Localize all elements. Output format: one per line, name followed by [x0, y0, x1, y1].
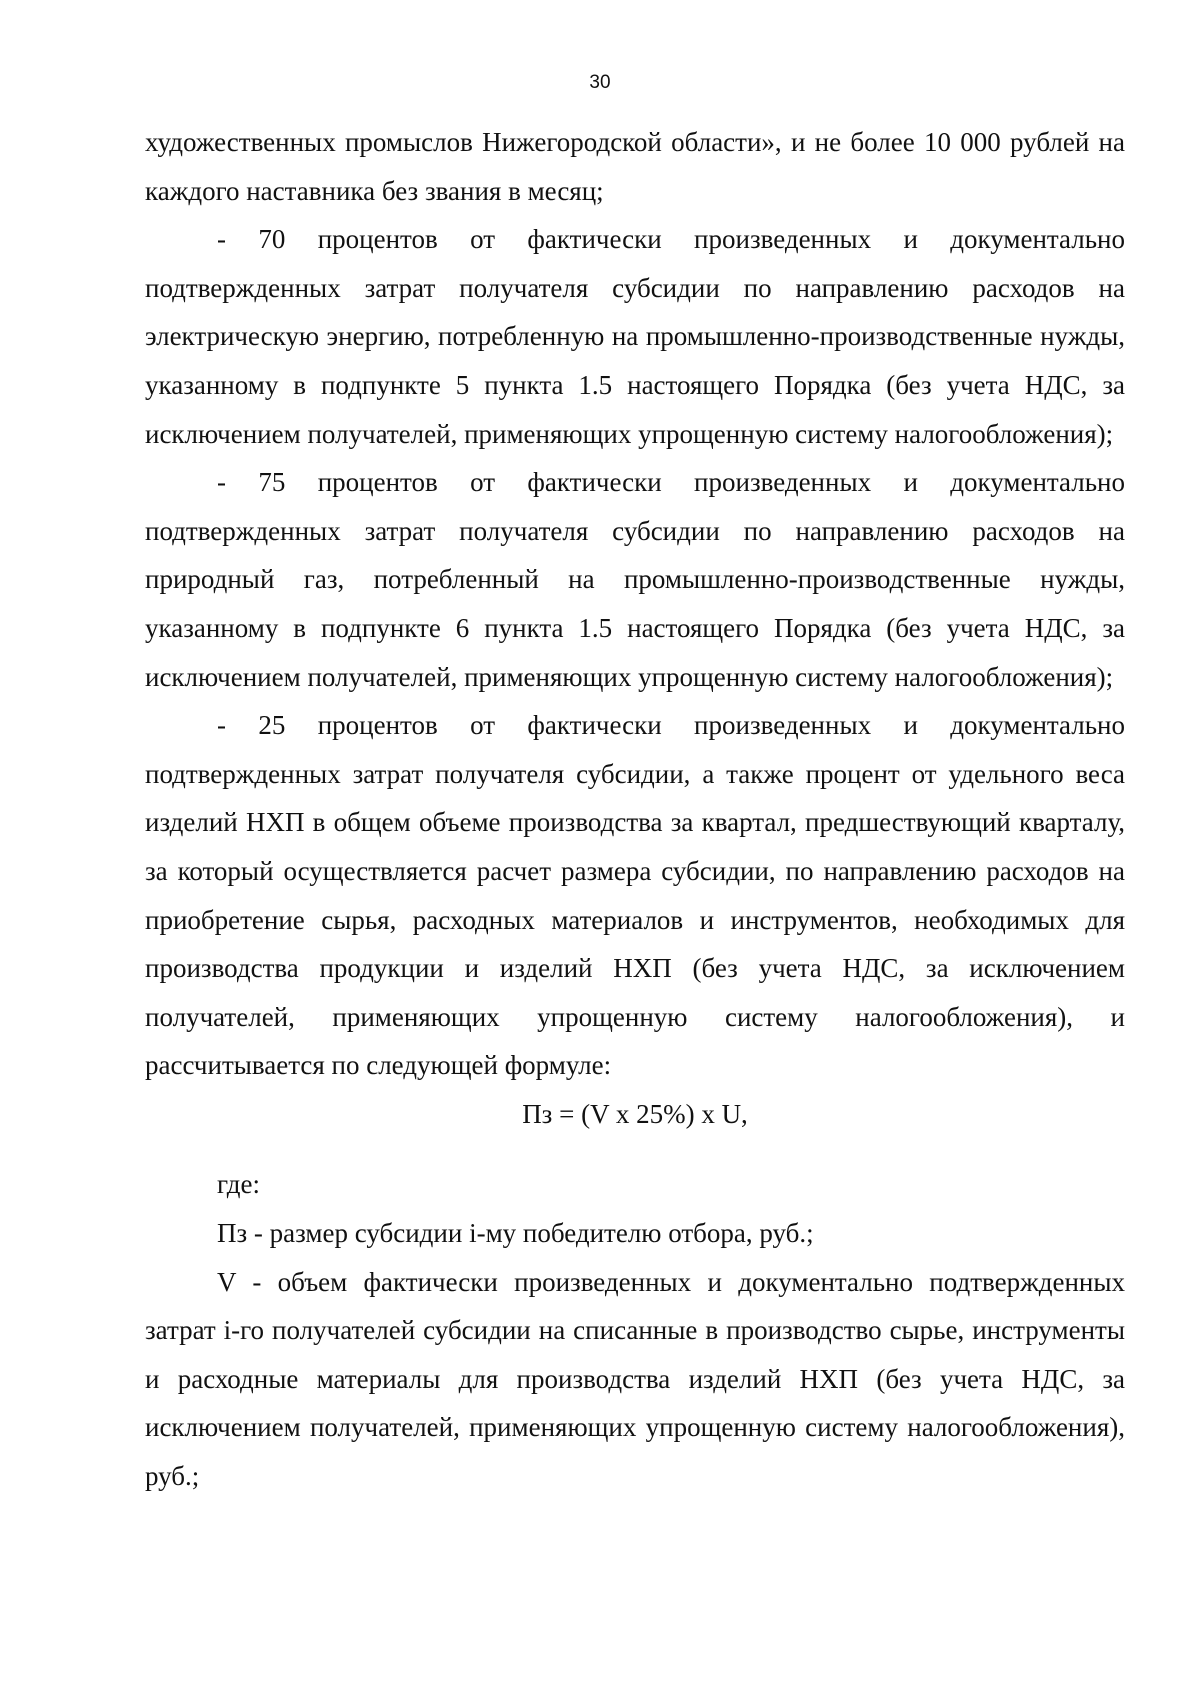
definitions-intro: где:	[217, 1169, 260, 1200]
formula: Пз = (V x 25%) x U,	[522, 1098, 748, 1129]
paragraph-gas-75: - 75 процентов от фактически произведенных и документально подтвержденных затрат получателя субсидии по направлению расходов на природный газ, потребленный на промышленно-производственные нужды, указанному в подпункте 6 пункта 1.5 настоящего Порядка (без учета НДС, за исключением получателей, применяющих упрощенную систему налогообложения);	[145, 467, 1125, 692]
definition-v: V - объем фактически произведенных и документально подтвержденных затрат i-го получателей субсидии на списанные в производство сырье, инструменты и расходные материалы для производства изделий НХП (без учета НДС, за исключением получателей, применяющих упрощенную систему налогообложения), руб.;	[145, 1266, 1125, 1492]
paragraph-materials-25: - 25 процентов от фактически произведенных и документально подтвержденных затрат получателя субсидии, а также процент от удельного веса изделий НХП в общем объеме производства за квартал, предшествующий кварталу, за который осуществляется расчет размера субсидии, по направлению расходов на приобретение сырья, расходных материалов и инструментов, необходимых для производства продукции и изделий НХП (без учета НДС, за исключением получателей, применяющих упрощенную систему налогообложения), и рассчитывается по следующей формуле:	[145, 710, 1125, 1081]
document-body	[145, 118, 1125, 1501]
page-number: 30	[589, 72, 611, 93]
definition-pz: Пз - размер субсидии i-му победителю отбора, руб.;	[217, 1218, 814, 1249]
paragraph-electricity-70: - 70 процентов от фактически произведенных и документально подтвержденных затрат получателя субсидии по направлению расходов на электрическую энергию, потребленную на промышленно-производственные нужды, указанному в подпункте 5 пункта 1.5 настоящего Порядка (без учета НДС, за исключением получателей, применяющих упрощенную систему налогообложения);	[145, 224, 1125, 449]
paragraph-mentor-limit: художественных промыслов Нижегородской области», и не более 10 000 рублей на каждого наставника без звания в месяц;	[145, 127, 1125, 206]
